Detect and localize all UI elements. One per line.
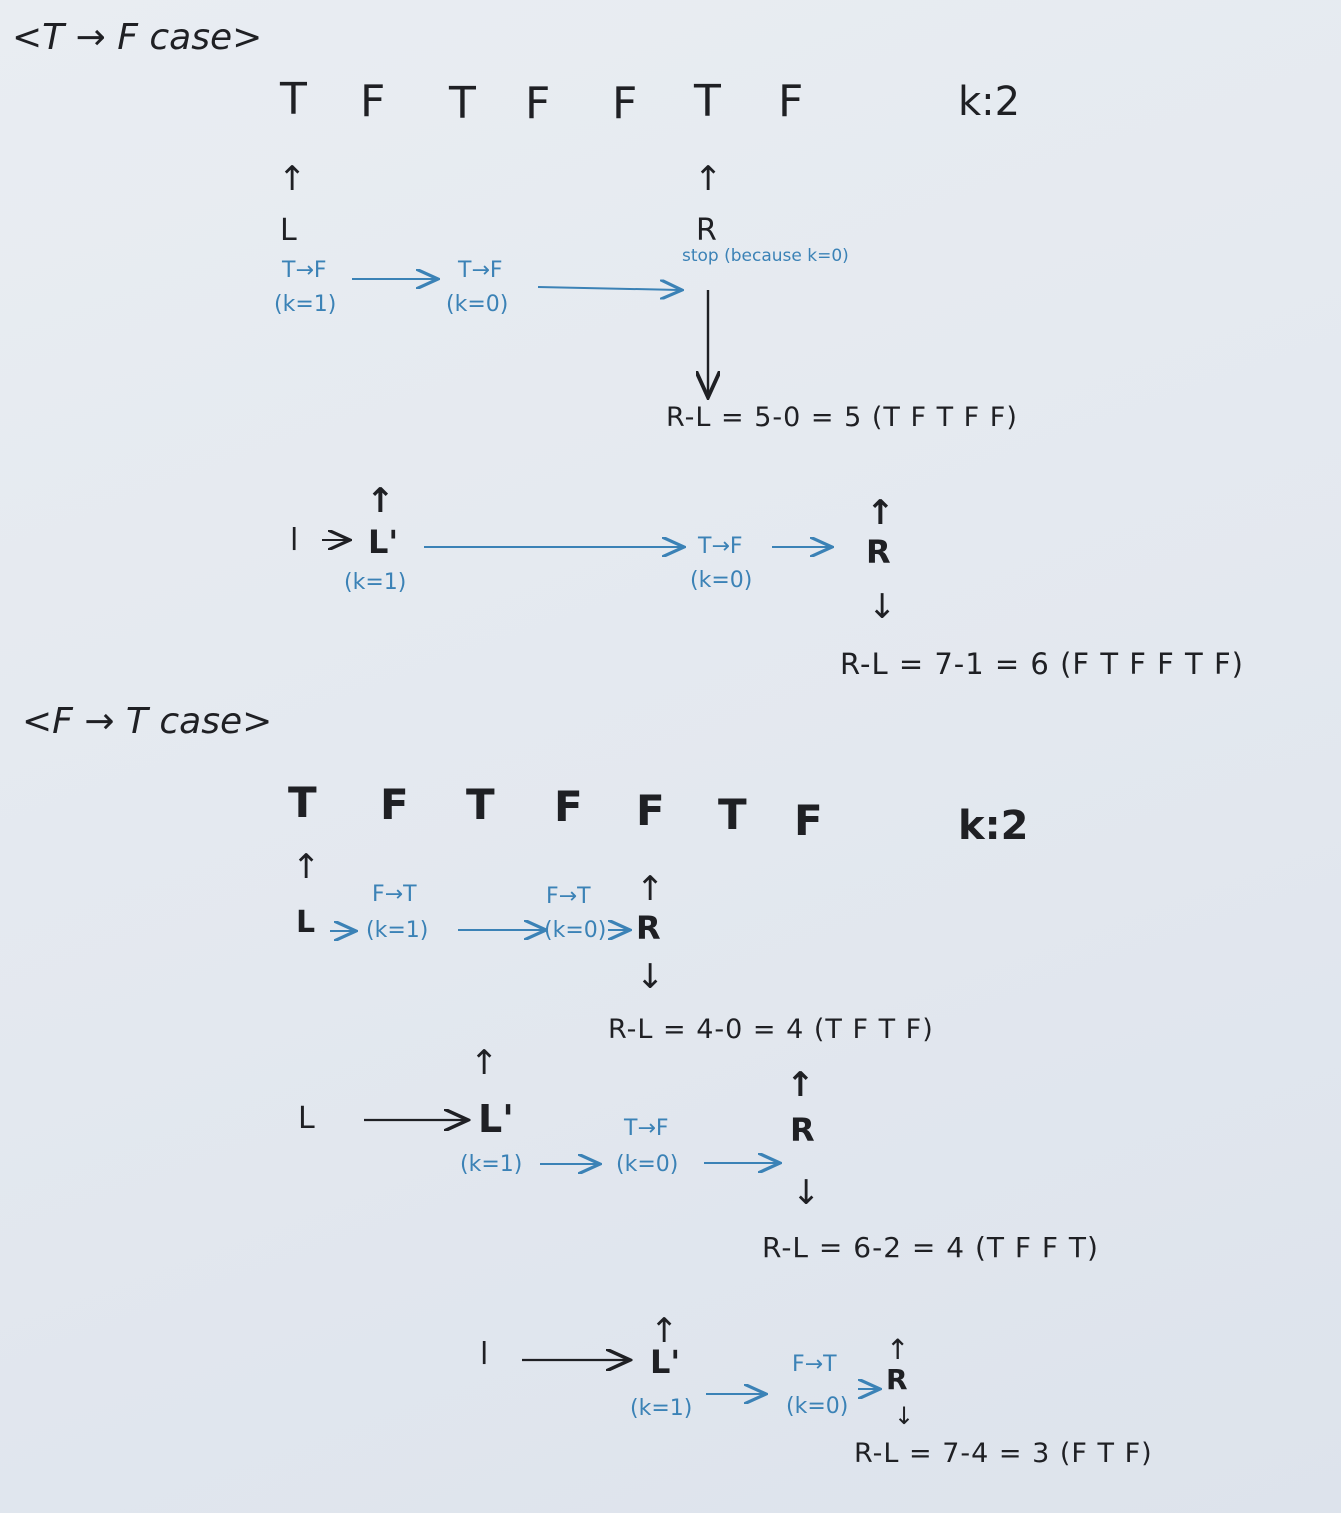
case2-scan1-step1-flip: F→T — [372, 882, 417, 907]
sequence-token: T — [288, 778, 317, 827]
up-arrow-icon: ↑ — [886, 1333, 910, 1366]
sequence-token: F — [554, 782, 583, 831]
case1-scan2-result: R-L = 7-1 = 6 (F T F F T F) — [840, 647, 1244, 681]
case2-scan2-result: R-L = 6-2 = 4 (T F F T) — [762, 1231, 1099, 1264]
up-arrow-icon: ↑ — [470, 1043, 499, 1083]
case2-scan1-step1-k: (k=1) — [366, 918, 429, 943]
case2-scan2-l-marker: L — [298, 1101, 315, 1136]
sequence-token: F — [636, 786, 665, 835]
sequence-token: F — [380, 780, 409, 829]
case1-scan1-step1-k: (k=1) — [274, 292, 337, 317]
case1-scan2-r-marker: R — [866, 533, 891, 571]
up-arrow-icon: ↑ — [786, 1065, 815, 1105]
up-arrow-icon: ↑ — [694, 159, 723, 199]
down-arrow-icon: ↓ — [792, 1173, 821, 1213]
sequence-token: F — [525, 78, 551, 129]
case1-scan2-flip: T→F — [698, 534, 743, 559]
case2-scan1-step2-k: (k=0) — [544, 918, 607, 943]
case2-scan3-flip: F→T — [792, 1352, 837, 1377]
case1-scan1-step2-flip: T→F — [458, 258, 503, 283]
up-arrow-icon: ↑ — [278, 159, 307, 199]
sequence-token: T — [694, 76, 721, 127]
sequence-token: F — [360, 76, 386, 127]
case2-scan3-r-marker: R — [886, 1363, 908, 1396]
down-arrow-icon: ↓ — [636, 957, 665, 997]
sequence-token: F — [778, 76, 804, 127]
down-arrow-icon: ↓ — [894, 1402, 915, 1430]
case1-scan1-stop-note: stop (because k=0) — [682, 246, 849, 266]
case2-scan1-l-marker: L — [296, 905, 316, 940]
case1-scan1-step2-k: (k=0) — [446, 292, 509, 317]
case2-scan3-l-marker: l — [480, 1337, 489, 1372]
case2-scan2-l-prime-k: (k=1) — [460, 1152, 523, 1177]
case1-heading: <T → F case> — [12, 17, 263, 58]
case2-scan2-flip-k: (k=0) — [616, 1152, 679, 1177]
case1-k-label: k:2 — [958, 79, 1021, 125]
case2-scan1-r-marker: R — [636, 909, 661, 947]
case2-scan2-r-marker: R — [790, 1111, 815, 1149]
sequence-token: F — [794, 796, 823, 845]
case2-scan1-step2-flip: F→T — [546, 884, 591, 909]
sequence-token: F — [612, 78, 638, 129]
case2-scan2-flip: T→F — [624, 1116, 669, 1141]
case2-scan2-l-prime: L' — [478, 1097, 514, 1141]
case1-scan2-l-prime: L' — [368, 523, 399, 561]
case1-scan1-l-marker: L — [280, 213, 297, 248]
right-arrow-icon — [538, 287, 680, 290]
case1-scan2-l-marker: l — [290, 523, 299, 558]
case1-scan1-step1-flip: T→F — [282, 258, 327, 283]
sequence-token: T — [718, 790, 747, 839]
case1-scan1-result: R-L = 5-0 = 5 (T F T F F) — [666, 402, 1018, 433]
sequence-token: T — [466, 780, 495, 829]
up-arrow-icon: ↑ — [650, 1311, 679, 1351]
case1-scan2-flip-k: (k=0) — [690, 568, 753, 593]
case2-scan1-result: R-L = 4-0 = 4 (T F T F) — [608, 1014, 934, 1045]
sequence-token: T — [449, 78, 476, 129]
up-arrow-icon: ↑ — [636, 869, 665, 909]
up-arrow-icon: ↑ — [866, 493, 895, 533]
up-arrow-icon: ↑ — [366, 481, 395, 521]
sequence-token: T — [280, 74, 307, 125]
case1-scan2-l-prime-k: (k=1) — [344, 570, 407, 595]
case2-scan3-flip-k: (k=0) — [786, 1394, 849, 1419]
down-arrow-icon: ↓ — [868, 587, 897, 627]
case2-scan3-result: R-L = 7-4 = 3 (F T F) — [854, 1438, 1153, 1469]
case2-scan3-l-prime: L' — [650, 1343, 681, 1381]
case2-scan3-l-prime-k: (k=1) — [630, 1396, 693, 1421]
case2-heading: <F → T case> — [22, 701, 273, 742]
case2-k-label: k:2 — [958, 803, 1029, 849]
case1-scan1-r-marker: R — [696, 213, 717, 248]
up-arrow-icon: ↑ — [292, 847, 321, 887]
